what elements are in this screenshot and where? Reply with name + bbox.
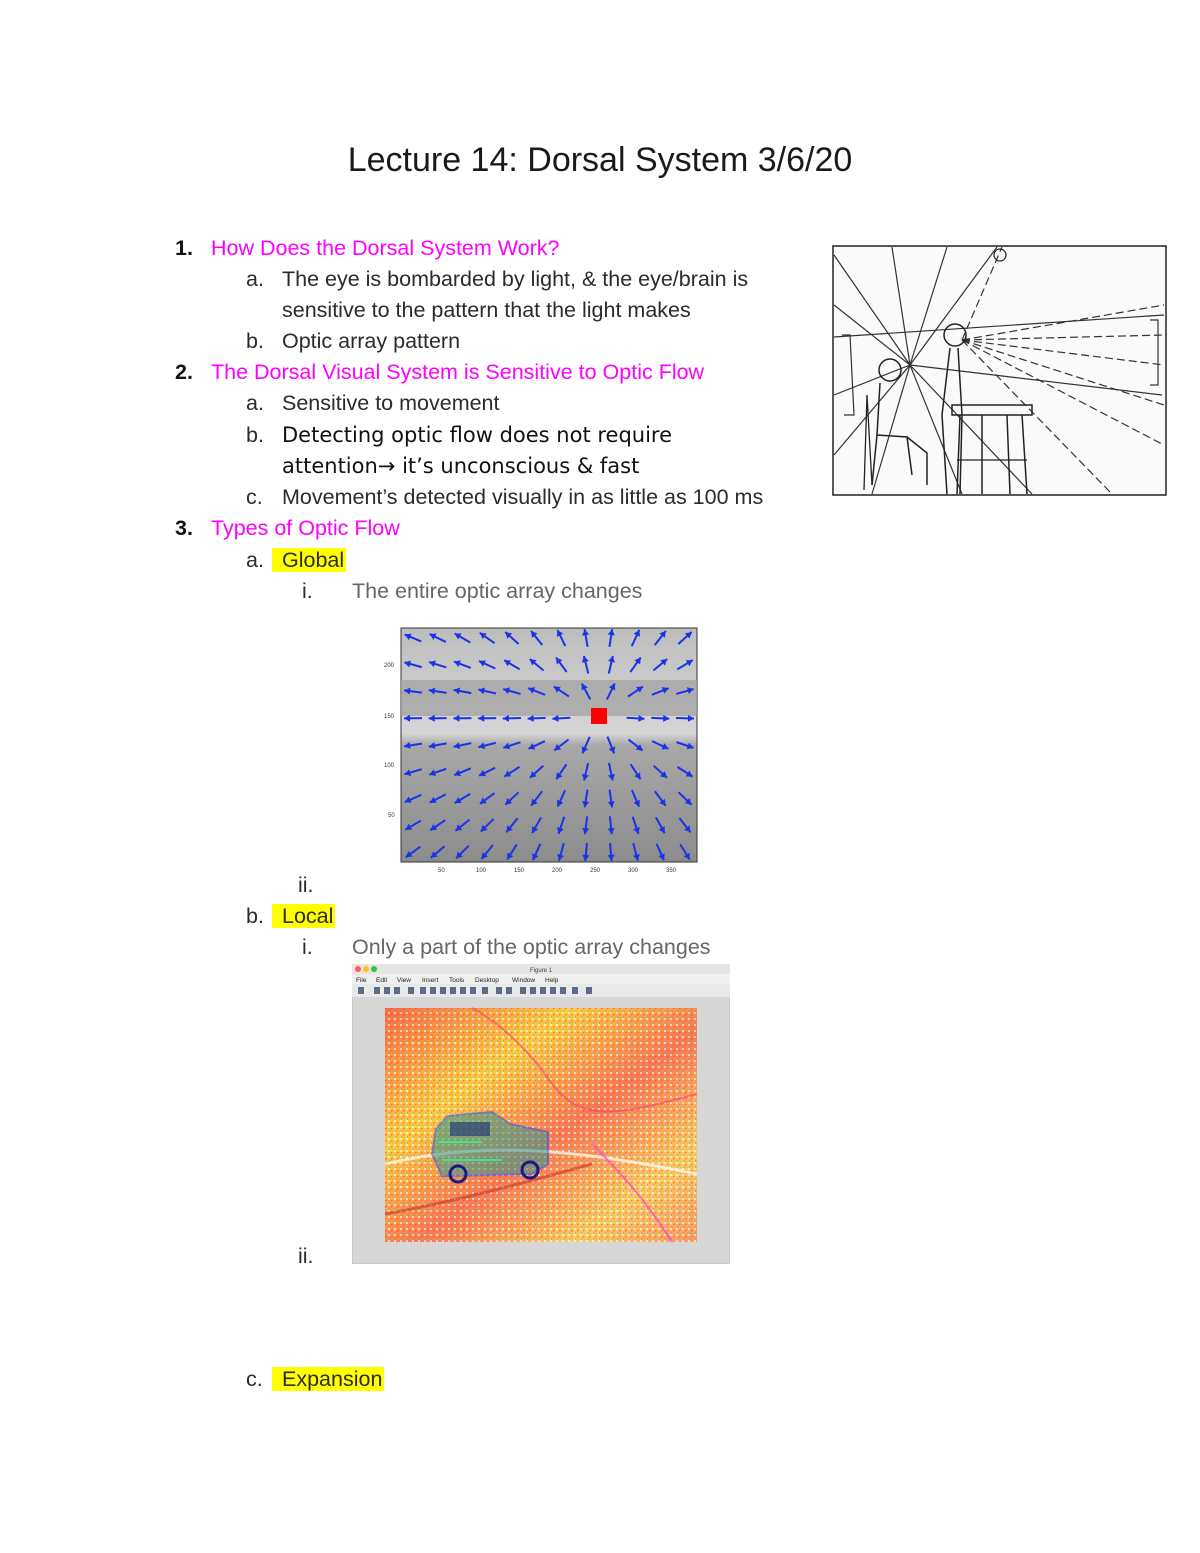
print-icon[interactable] (394, 987, 400, 994)
list-marker: a. (246, 391, 264, 415)
x-tick-label: 100 (476, 868, 487, 874)
section-2-heading: The Dorsal Visual System is Sensitive to Optic Flow (211, 360, 705, 384)
y-tick-label: 50 (388, 813, 395, 819)
page-title: Lecture 14: Dorsal System 3/6/20 (347, 141, 853, 179)
flow-field-plot-area (401, 628, 697, 862)
list-item-text: The entire optic array changes (352, 579, 643, 603)
zoom-in-icon[interactable] (420, 987, 426, 994)
menu-tools[interactable]: Tools (449, 977, 465, 984)
highlighted-label: Global (272, 548, 346, 572)
section-2-number: 2. (175, 360, 193, 384)
x-tick-label: 150 (514, 868, 525, 874)
layout-icon[interactable] (586, 987, 592, 994)
list-marker: c. (246, 1367, 263, 1391)
menu-help[interactable]: Help (545, 977, 559, 984)
list-marker: c. (246, 485, 263, 509)
window-title: Figure 1 (529, 968, 553, 974)
list-item-text: sensitive to the pattern that the light makes (282, 298, 691, 322)
list-marker: i. (302, 579, 313, 603)
section-3-heading: Types of Optic Flow (211, 516, 400, 540)
x-tick-label: 300 (628, 868, 639, 874)
section-1-number: 1. (175, 236, 193, 260)
list-marker: b. (246, 904, 264, 928)
hide-tools-icon[interactable] (520, 987, 526, 994)
focus-of-expansion-marker (591, 708, 607, 724)
plot-browser-icon[interactable] (550, 987, 556, 994)
list-marker: ii. (298, 873, 314, 897)
colorbar-icon[interactable] (496, 987, 502, 994)
menu-edit[interactable]: Edit (376, 977, 388, 984)
list-item-text: Sensitive to movement (282, 391, 500, 415)
dock-icon[interactable] (530, 987, 536, 994)
legend-icon[interactable] (506, 987, 512, 994)
list-marker: a. (246, 267, 264, 291)
plot-tools-icon[interactable] (572, 987, 578, 994)
list-marker: ii. (298, 1244, 314, 1268)
section-1-heading: How Does the Dorsal System Work? (211, 236, 560, 260)
menu-window[interactable]: Window (512, 977, 536, 984)
x-tick-label: 350 (666, 868, 677, 874)
list-item-text: attention→ it’s unconscious & fast (282, 454, 640, 478)
menu-file[interactable]: File (356, 977, 367, 984)
pan-icon[interactable] (440, 987, 446, 994)
brush-icon[interactable] (470, 987, 476, 994)
y-tick-label: 200 (384, 663, 395, 669)
list-item-text: Detecting optic flow does not require (282, 423, 673, 447)
property-editor-icon[interactable] (540, 987, 546, 994)
list-item-text: Optic array pattern (282, 329, 461, 353)
local-optic-flow-figure (352, 964, 730, 1264)
zoom-window-icon[interactable] (371, 966, 377, 972)
zoom-out-icon[interactable] (430, 987, 436, 994)
optic-array-sketch (832, 245, 1167, 496)
x-tick-label: 50 (438, 868, 445, 874)
rotate-icon[interactable] (450, 987, 456, 994)
global-optic-flow-figure (370, 612, 730, 880)
link-icon[interactable] (482, 987, 488, 994)
list-marker: i. (302, 935, 313, 959)
data-cursor-icon[interactable] (460, 987, 466, 994)
menu-desktop[interactable]: Desktop (475, 977, 499, 984)
x-tick-label: 200 (552, 868, 563, 874)
highlighted-label: Local (272, 904, 335, 928)
figure-palette-icon[interactable] (560, 987, 566, 994)
highlighted-label: Expansion (272, 1367, 384, 1391)
open-file-icon[interactable] (374, 987, 380, 994)
x-tick-label: 250 (590, 868, 601, 874)
minimize-window-icon[interactable] (363, 966, 369, 972)
y-tick-label: 100 (384, 763, 395, 769)
save-icon[interactable] (384, 987, 390, 994)
edit-plot-icon[interactable] (408, 987, 414, 994)
menu-insert[interactable]: Insert (422, 977, 439, 984)
menu-view[interactable]: View (397, 977, 411, 984)
list-item-text: Only a part of the optic array changes (352, 935, 711, 959)
list-marker: b. (246, 329, 264, 353)
list-item-text: The eye is bombarded by light, & the eye/brain is (282, 267, 749, 291)
list-marker: b. (246, 423, 264, 447)
list-marker: a. (246, 548, 264, 572)
section-3-number: 3. (175, 516, 193, 540)
close-window-icon[interactable] (355, 966, 361, 972)
list-item-text: Movement’s detected visually in as little as 100 ms (282, 485, 764, 509)
new-figure-icon[interactable] (358, 987, 364, 994)
y-tick-label: 150 (384, 714, 395, 720)
